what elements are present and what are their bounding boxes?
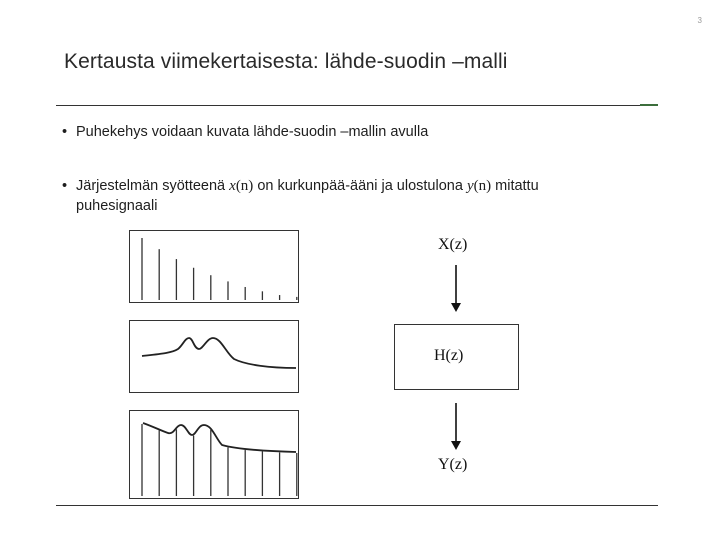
math-y-var: y [466,178,474,194]
filter-envelope-panel [129,320,299,393]
bullet-text-part: puhesignaali [76,198,158,214]
output-signal-label: Y(z) [438,456,468,473]
slide-title: Kertausta viimekertaisesta: lähde-suodin –malli [64,50,508,73]
bullet-text-part: mitattu [491,178,539,194]
formant-envelope-plot [130,321,298,392]
math-y [467,178,491,194]
input-signal-label: X(z) [438,236,468,253]
bullet-marker: • [62,124,68,140]
output-spectrum-plot [130,411,298,498]
title-divider-accent [640,104,658,106]
math-y-arg: (n) [473,178,492,194]
math-x [229,178,253,194]
bullet-text-part: Järjestelmän syötteenä [76,178,230,194]
bullet-item-2 [62,176,676,216]
output-envelope-curve [143,423,296,452]
bullet-marker: • [62,178,68,194]
excitation-spectrum-panel [129,230,299,303]
bullet-item-1 [62,122,676,142]
bullet-text-part: on kurkunpää-ääni ja ulostulona [253,178,467,194]
footer-divider [56,505,658,506]
math-x-arg: (n) [235,178,254,194]
output-arrow-icon [449,403,463,451]
bullet-text [76,176,676,216]
math-x-var: x [229,178,236,194]
impulse-train-plot [130,231,298,302]
formant-envelope-curve [142,338,296,368]
filter-transfer-label: H(z) [434,347,464,364]
bullet-text: Puhekehys voidaan kuvata lähde-suodin –mallin avulla [76,124,429,140]
title-divider [56,105,658,106]
output-spectrum-panel [129,410,299,499]
page-number: 3 [697,16,702,25]
input-arrow-icon [449,265,463,313]
